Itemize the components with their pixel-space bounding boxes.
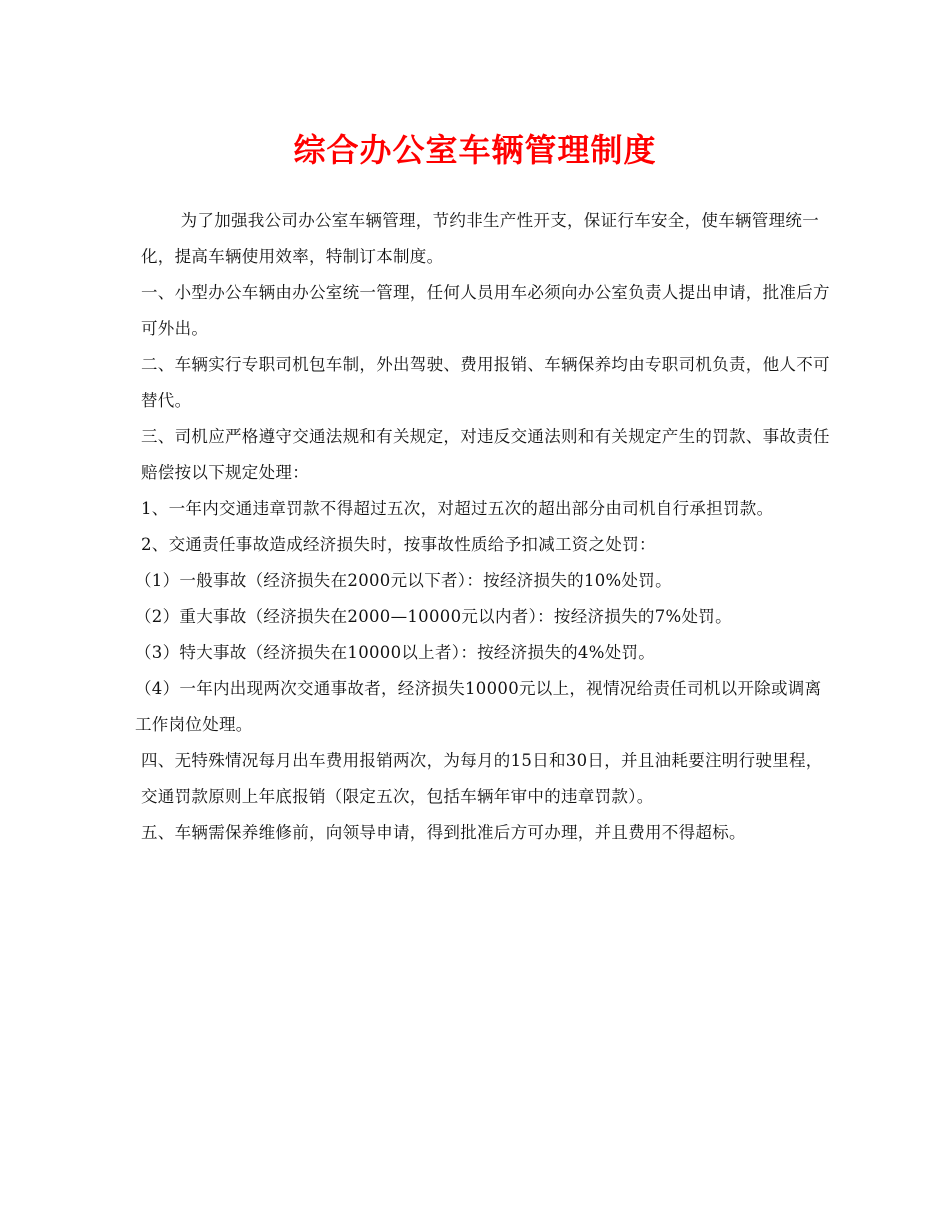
clause-5: 五、车辆需保养维修前，向领导申请，得到批准后方可办理，并且费用不得超标。: [141, 823, 746, 842]
clause-4: 四、无特殊情况每月出车费用报销两次，为每月的15日和30日，并且油耗要注明行驶里程，交通罚款原则上年底报销（限定五次，包括车辆年审中的违章罚款）。: [141, 751, 823, 806]
clause-3-item-2-sub-4: （4）一年内出现两次交通事故者，经济损失10000元以上，视情况给责任司机以开除或调离工作岗位处理。: [135, 679, 822, 734]
clause-3-item-2-sub-3: （3）特大事故（经济损失在10000以上者）：按经济损失的4%处罚。: [135, 643, 656, 662]
clause-3-item-2-sub-2: （2）重大事故（经济损失在2000—10000元以内者）：按经济损失的7%处罚。: [135, 607, 732, 626]
clause-1: 一、小型办公车辆由办公室统一管理，任何人员用车必须向办公室负责人提出申请，批准后方可外出。: [141, 283, 830, 338]
page-title: 综合办公室车辆管理制度: [293, 131, 657, 169]
clause-3-item-1: 1、一年内交通违章罚款不得超过五次，对超过五次的超出部分由司机自行承担罚款。: [141, 499, 774, 518]
intro-paragraph: 为了加强我公司办公室车辆管理，节约非生产性开支，保证行车安全，使车辆管理统一化，提高车辆使用效率，特制订本制度。: [141, 211, 819, 266]
clause-3-item-2: 2、交通责任事故造成经济损失时，按事故性质给予扣减工资之处罚：: [141, 535, 656, 554]
clause-3-item-2-sub-1: （1）一般事故（经济损失在2000元以下者）：按经济损失的10%处罚。: [135, 571, 672, 590]
document-body: [135, 203, 831, 851]
clause-2: 二、车辆实行专职司机包车制，外出驾驶、费用报销、车辆保养均由专职司机负责，他人不可替代。: [141, 355, 830, 410]
clause-3: 三、司机应严格遵守交通法规和有关规定，对违反交通法则和有关规定产生的罚款、事故责任赔偿按以下规定处理：: [141, 427, 830, 482]
